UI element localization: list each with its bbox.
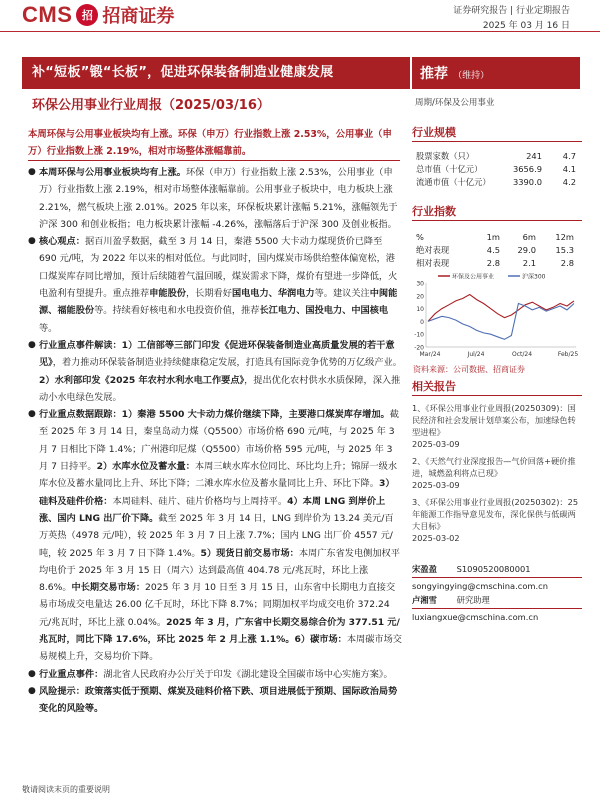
legend-label: 沪深300 <box>522 273 546 281</box>
series-line <box>428 304 574 340</box>
table-header: % 1m 6m 12m <box>416 232 574 242</box>
logo <box>22 2 174 28</box>
analyst-divider <box>412 577 582 578</box>
logo-text: CMS <box>22 2 73 27</box>
rating-main: 推荐 <box>420 66 448 82</box>
table-row: 总市值（十亿元） 3656.9 4.1 <box>416 164 576 174</box>
bullet-icon: ● <box>28 236 36 247</box>
performance-chart <box>412 271 582 361</box>
scale-divider <box>412 141 582 142</box>
report-link[interactable]: 3、《环保公用事业行业周报(20250302)：25 年能源工作指导意见发布，深化保供与低碳两大目标》 2025-03-02 <box>412 497 579 543</box>
reports-divider <box>412 395 582 396</box>
headline-banner <box>22 57 410 89</box>
y-tick-label: 30 <box>416 280 424 288</box>
report-date: 2025 年 03 月 16 日 <box>482 21 570 31</box>
scale-title: 行业规模 <box>412 126 456 139</box>
y-tick-label: 0 <box>420 318 424 326</box>
paragraph-key-events: ● 行业重点事件：湖北省人民政府办公厅关于印发《湖北建设全国碳市场中心实施方案》。 <box>28 666 402 683</box>
report-subtitle: 环保公用事业行业周报（2025/03/16） <box>32 98 270 113</box>
footer-note: 敬请阅读末页的重要说明 <box>22 785 110 794</box>
summary-divider <box>28 160 400 161</box>
analyst-email-2[interactable]: luxiangxue@cmschina.com.cn <box>412 612 539 622</box>
paragraph-market: ● 本周环保与公用事业板块均有上涨。环保（申万）行业指数上涨 2.53%，公用事业（申万）行业指数上涨 2.19%，相对市场整体涨幅靠前。公用事业子板块中，电力板块上涨 2.21%，燃气板块上涨 2.01%。2025 年以来，环保板块累计涨幅 5.21%，涨幅领先于沪深 300 和创业板指；电力板块累计涨幅 -4.26%，涨幅落后于沪深 300 及创业板指。 <box>28 164 402 233</box>
analyst-divider <box>412 608 582 609</box>
scale-table <box>416 150 576 189</box>
index-table <box>416 231 574 270</box>
bullet-icon: ● <box>28 685 36 696</box>
analyst-2: 卢湘雪 研究助理 <box>412 595 490 605</box>
index-title: 行业指数 <box>412 205 456 218</box>
reports-title: 相关报告 <box>412 380 456 393</box>
table-row: 流通市值（十亿元） 3390.0 4.2 <box>416 177 576 187</box>
x-tick-label: Mar/24 <box>419 351 441 358</box>
paragraph-data-tracking: ● 行业重点数据跟踪：1）秦港 5500 大卡动力煤价继续下降，主要港口煤炭库存增加。截至 2025 年 3 月 14 日，秦皇岛动力煤（Q5500）市场价格 690 元/吨，与 2025 年 3 月 7 日相比下降 1.4%；广州港印尼煤（Q5500）市场价格 595 元/吨，与 2025 年 3 月 7 日持平。2）水库水位及蓄水量：本周三峡水库水位同比、环比均上升；锦屏一级水库水位及蓄水量同比上升、环比下降；二滩水库水位及蓄水量同比上升、环比下降。3）硅料及硅件价格：本周硅料、硅片、硅片价格均与上周持平。4）本周 LNG 到岸价上涨、国内 LNG 出厂价下降。截至 2025 年 3 月 14 日，LNG 到岸价为 13.24 美元/百万英热（4978 元/吨），较 2025 年 3 月 7 日上涨 7.7%；国内 LNG 出厂价 4557 元/吨，较 2025 年 3 月 7 日下降 1.4%。5）现货日前交易市场：本周广东省发电侧加权平均电价于 2025 年 3 月 15 日（周六）达到最高值 404.78 元/兆瓦时，环比上涨 8.6%。中长期交易市场：2025 年 3 月 10 日至 3 月 15 日，山东省中长期电力直接交易市场成交电量达 26.00 亿千瓦时，环比下降 8.7%；同期加权平均成交电价 372.24 元/兆瓦时，环比上涨 0.04%。2025 年 3 月，广东省中长期交易综合价为 377.51 元/兆瓦时，同比下降 17.6%，环比 2025 年 2 月上涨 1.1%。6）碳市场：本周碳市场交易规模上升，交易均价下降。 <box>28 406 402 665</box>
related-reports <box>412 402 582 549</box>
y-tick-label: 20 <box>416 293 424 301</box>
report-header <box>0 0 600 40</box>
header-divider <box>0 31 600 32</box>
analyst-block <box>412 562 582 624</box>
bullet-icon: ● <box>28 167 36 177</box>
y-tick-label: -10 <box>414 331 424 339</box>
bullet-icon: ● <box>28 668 36 679</box>
y-tick-label: 10 <box>416 306 424 314</box>
x-tick-label: Oct/24 <box>511 351 533 358</box>
table-row: 绝对表现 4.5 29.0 15.3 <box>416 245 574 255</box>
report-link[interactable]: 1、《环保公用事业行业周报(20250309)：国民经济和社会发展计划草案公布，加速绿色转型进程》 2025-03-09 <box>412 403 576 449</box>
summary: 本周环保与公用事业板块均有上涨。环保（申万）行业指数上涨 2.53%，公用事业（申万）行业指数上涨 2.19%，相对市场整体涨幅靠前。 <box>28 129 392 157</box>
header-meta <box>453 4 570 34</box>
main-body <box>28 164 402 718</box>
x-tick-label: Jul/24 <box>467 351 485 358</box>
bullet-icon: ● <box>28 339 36 350</box>
legend-label: 环保及公用事业 <box>452 273 495 281</box>
paragraph-risk: ● 风险提示：政策落实低于预期、煤炭及硅料价格下跌、项目进展低于预期、国际政治局势变化的风险等。 <box>28 683 402 718</box>
doc-type: 证券研究报告 | 行业定期报告 <box>453 6 570 16</box>
table-row: 股票家数（只） 241 4.7 <box>416 151 576 161</box>
paragraph-event-analysis: ● 行业重点事件解读：1）工信部等三部门印发《促进环保装备制造业高质量发展的若干意见》，着力推动环保装备制造业持续健康稳定发展，打造具有国际竞争优势的万亿级产业。2）水利部印发《2025 年农村水利水电工作要点》，提出优化农村供水水质保障，深入推动小水电绿色发展。 <box>28 337 402 406</box>
series-line <box>428 295 574 322</box>
index-divider <box>412 220 582 221</box>
headline: 补“短板”锻“长板”，促进环保装备制造业健康发展 <box>32 65 334 80</box>
rating-box <box>412 57 580 89</box>
paragraph-core-view: ● 核心观点：据百川盈孚数据，截至 3 月 14 日，秦港 5500 大卡动力煤现货价已降至 690 元/吨，为 2022 年以来的相对低位。与此同时，国内煤炭市场供给整体偏宽松，港口煤炭库存同比增加，预计后续随着气温回暖，煤炭需求下降，煤价有望进一步降低，火电盈利有望提升。重点推荐申能股份，长期看好国电电力、华润电力等。建议关注中闽能源、福能股份等。持续看好核电和水电投资价值，推荐长江电力、国投电力、中国核电等。 <box>28 233 402 337</box>
x-tick-label: Feb/25 <box>557 351 579 358</box>
chart-source: 资料来源：公司数据、招商证券 <box>413 365 525 374</box>
category-label: 周期/环保及公用事业 <box>415 98 495 108</box>
logo-mark-icon: 招 <box>76 4 98 26</box>
bullet-icon: ● <box>28 409 36 420</box>
report-link[interactable]: 2、《天然气行业深度报告—气价回落+硬价推进，城燃盈利将点已现》 2025-03-09 <box>412 456 576 490</box>
logo-cn-text: 招商证券 <box>102 6 175 27</box>
table-row: 相对表现 2.8 2.1 2.8 <box>416 258 574 268</box>
analyst-email-1[interactable]: songyingying@cmschina.com.cn <box>412 581 548 591</box>
rating-sub: （维持） <box>453 71 490 81</box>
y-tick-label: -20 <box>414 344 424 352</box>
analyst-1: 宋盈盈 S1090520080001 <box>412 564 531 574</box>
